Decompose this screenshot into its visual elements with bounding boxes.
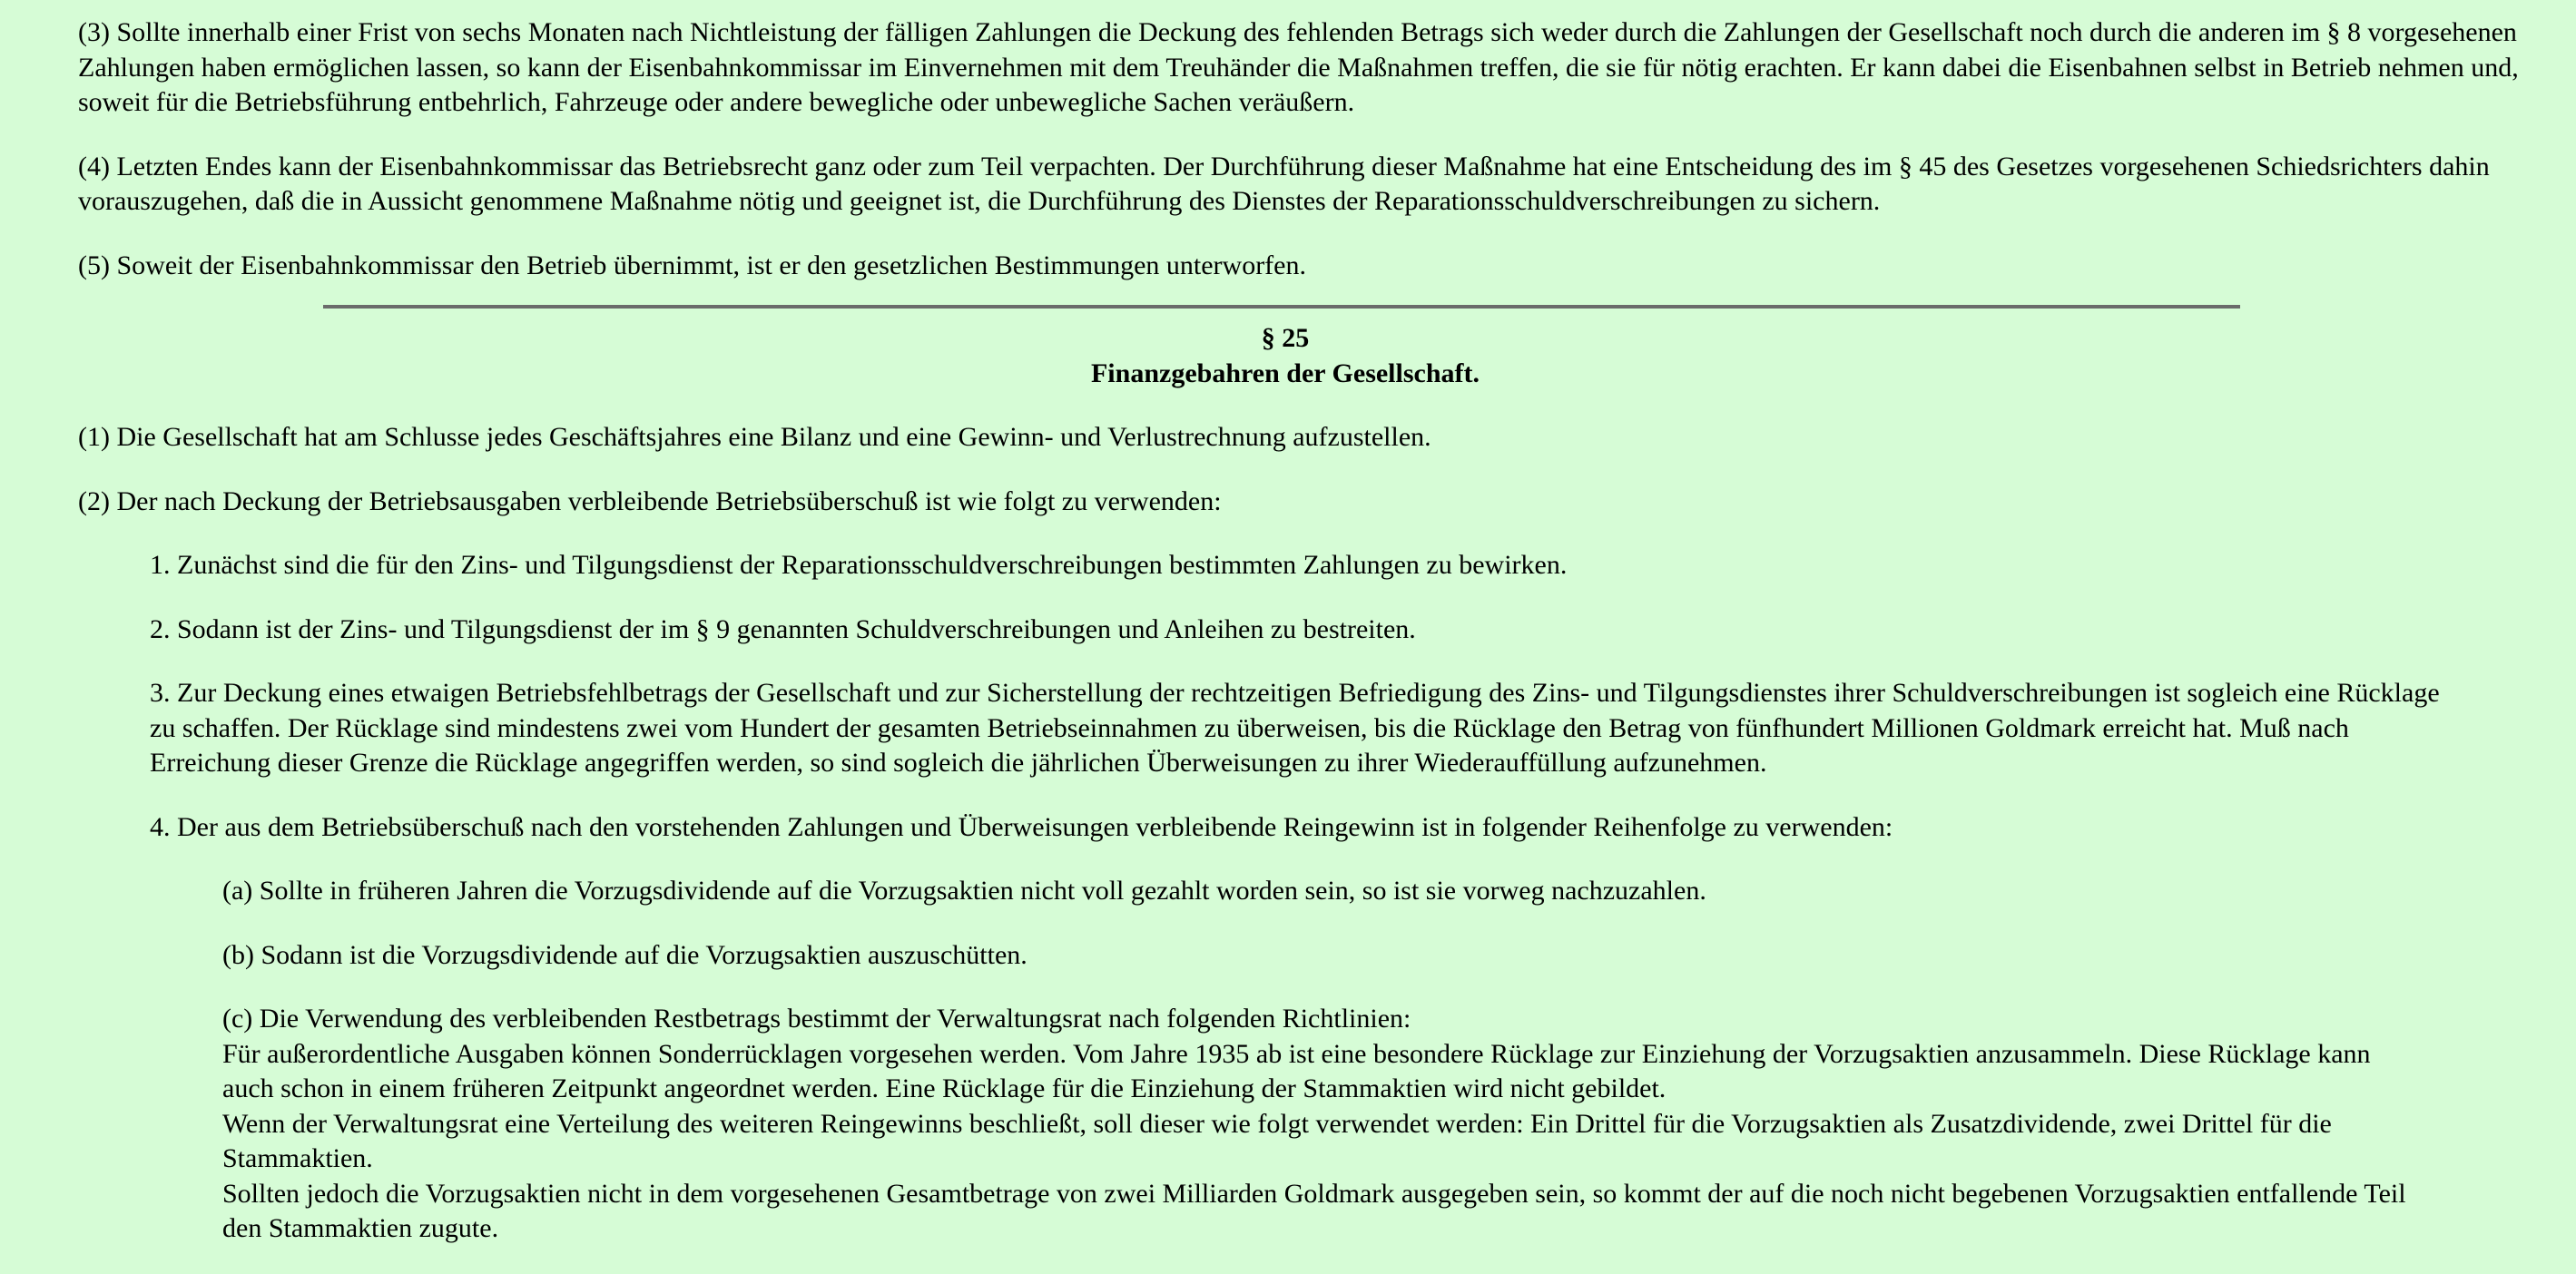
paragraph-5: (5) Soweit der Eisenbahnkommissar den Betrieb übernimmt, ist er den gesetzlichen Bestimmungen unterworfen.	[78, 250, 1306, 280]
section-divider	[323, 305, 2240, 309]
sub-item-c-line-2: Wenn der Verwaltungsrat eine Verteilung des weiteren Reingewinns beschließt, soll dieser wie folgt verwendet werden: Ein Drittel für die Vorzugsaktien als Zusatzdividende, zwei Drittel für die Stammaktien.	[222, 1108, 2332, 1173]
sub-item-a: (a) Sollte in früheren Jahren die Vorzugsdividende auf die Vorzugsaktien nicht voll gezahlt worden sein, so ist sie vorweg nachzuzahlen.	[222, 876, 1706, 906]
sub-item-b: (b) Sodann ist die Vorzugsdividende auf die Vorzugsaktien auszuschütten.	[222, 939, 1027, 970]
sub-item-c-intro: (c) Die Verwendung des verbleibenden Restbetrags bestimmt der Verwaltungsrat nach folgenden Richtlinien:	[222, 1004, 1411, 1034]
paragraph-3: (3) Sollte innerhalb einer Frist von sechs Monaten nach Nichtleistung der fälligen Zahlungen die Deckung des fehlenden Betrags sich weder durch die Zahlungen der Gesellschaft noch durch die anderen im § 8 vorgesehenen Zahlungen haben ermöglichen lassen, so kann der Eisenbahnkommissar im Einvernehmen mit dem Treuhänder die Maßnahmen treffen, die sie für nötig erachten. Er kann dabei die Eisenbahnen selbst in Betrieb nehmen und, soweit für die Betriebsführung entbehrlich, Fahrzeuge oder andere bewegliche oder unbewegliche Sachen veräußern.	[78, 17, 2519, 117]
list-item-1: 1. Zunächst sind die für den Zins- und Tilgungsdienst der Reparationsschuldverschreibungen bestimmten Zahlungen zu bewirken.	[150, 550, 1568, 580]
list-item-2: 2. Sodann ist der Zins- und Tilgungsdienst der im § 9 genannten Schuldverschreibungen und Anleihen zu bestreiten.	[150, 613, 1416, 644]
section-paragraph-2: (2) Der nach Deckung der Betriebsausgaben verbleibende Betriebsüberschuß ist wie folgt zu verwenden:	[78, 485, 1222, 516]
section-number: § 25	[1261, 323, 1310, 353]
list-item-3: 3. Zur Deckung eines etwaigen Betriebsfehlbetrags der Gesellschaft und zur Sicherstellung der rechtzeitigen Befriedigung des Zins- und Tilgungsdienstes ihrer Schuldverschreibungen ist sogleich eine Rücklage zu schaffen. Der Rücklage sind mindestens zwei vom Hundert der gesamten Betriebseinnahmen zu überweisen, bis die Rücklage den Betrag von fünfhundert Millionen Goldmark erreicht hat. Muß nach Erreichung dieser Grenze die Rücklage angegriffen werden, so sind sogleich die jährlichen Überweisungen zu ihrer Wiederauffüllung aufzunehmen.	[150, 678, 2440, 778]
list-item-4: 4. Der aus dem Betriebsüberschuß nach den vorstehenden Zahlungen und Überweisungen verbleibende Reingewinn ist in folgender Reihenfolge zu verwenden:	[150, 811, 1893, 842]
section-title: Finanzgebahren der Gesellschaft.	[1090, 358, 1480, 388]
section-heading	[78, 321, 2492, 391]
document-body	[78, 15, 2529, 1247]
sub-item-c	[222, 1002, 2428, 1247]
sub-item-c-line-1: Für außerordentliche Ausgaben können Sonderrücklagen vorgesehen werden. Vom Jahre 1935 ab ist eine besondere Rücklage zur Einziehung der Vorzugsaktien anzusammeln. Diese Rücklage kann auch schon in einem früheren Zeitpunkt angeordnet werden. Eine Rücklage für die Einziehung der Stammaktien wird nicht gebildet.	[222, 1038, 2371, 1103]
paragraph-4: (4) Letzten Endes kann der Eisenbahnkommissar das Betriebsrecht ganz oder zum Teil verpachten. Der Durchführung dieser Maßnahme hat eine Entscheidung des im § 45 des Gesetzes vorgesehenen Schiedsrichters dahin vorauszugehen, daß die in Aussicht genommene Maßnahme nötig und geeignet ist, die Durchführung des Dienstes der Reparationsschuldverschreibungen zu sichern.	[78, 151, 2490, 216]
section-paragraph-1: (1) Die Gesellschaft hat am Schlusse jedes Geschäftsjahres eine Bilanz und eine Gewinn- und Verlustrechnung aufzustellen.	[78, 422, 1431, 452]
sub-item-c-line-3: Sollten jedoch die Vorzugsaktien nicht in dem vorgesehenen Gesamtbetrage von zwei Milliarden Goldmark ausgegeben sein, so kommt der auf die noch nicht begebenen Vorzugsaktien entfallende Teil den Stammaktien zugute.	[222, 1178, 2406, 1243]
